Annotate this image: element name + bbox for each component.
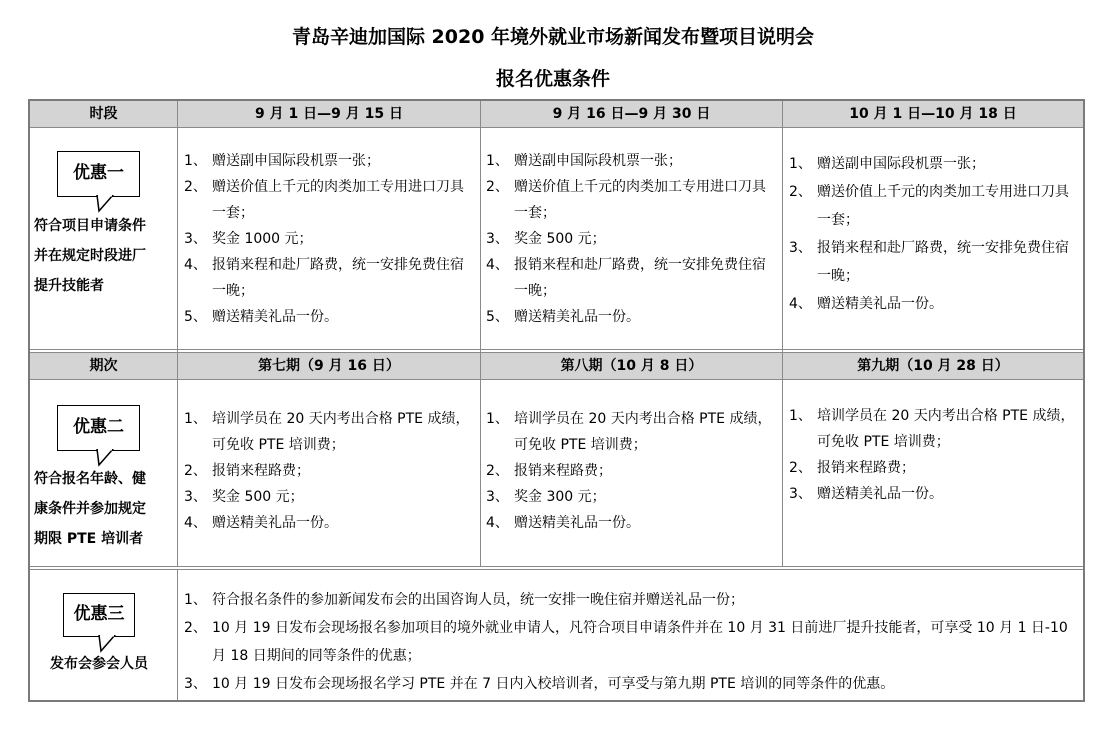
column-divider [177, 570, 178, 700]
criteria-line: 期限 PTE 培训者 [34, 531, 144, 547]
list-item: 2、 报销来程路费； [789, 460, 915, 476]
list-item: 3、 奖金 300 元； [486, 489, 606, 505]
list-item: 2、 赠送价值上千元的肉类加工专用进口刀具一套； [789, 184, 1069, 228]
header-session-7: 第七期（9 月 16 日） [178, 353, 480, 380]
discount-three-label: 优惠三 [73, 604, 125, 624]
header-period-2: 9 月 16 日—9 月 30 日 [481, 101, 782, 128]
list-item: 2、 报销来程路费； [486, 463, 612, 479]
criteria-line: 符合报名年龄、健 [34, 471, 146, 487]
criteria-line: 提升技能者 [34, 278, 104, 294]
list-item: 4、 赠送精美礼品一份。 [789, 296, 943, 312]
list-item: 1、 符合报名条件的参加新闻发布会的出国咨询人员，统一安排一晚住宿并赠送礼品一份； [184, 592, 744, 608]
discount-two-label: 优惠二 [73, 417, 124, 437]
list-item: 3、 赠送精美礼品一份。 [789, 486, 943, 502]
header-session-9: 第九期（10 月 28 日） [783, 353, 1083, 380]
list-item: 2、 10 月 19 日发布会现场报名参加项目的境外就业申请人，凡符合项目申请条件并在 10 月 31 日前进厂提升技能者，可享受 10 月 1 日-10 月 18 日期间的同等条件的优惠； [184, 620, 1068, 664]
list-item: 1、 培训学员在 20 天内考出合格 PTE 成绩，可免收 PTE 培训费； [184, 411, 470, 453]
header-session: 期次 [30, 353, 177, 380]
list-item: 1、 培训学员在 20 天内考出合格 PTE 成绩，可免收 PTE 培训费； [789, 408, 1075, 450]
list-item: 3、 奖金 500 元； [486, 231, 606, 247]
document-title: 青岛辛迪加国际 2020 年境外就业市场新闻发布暨项目说明会 [291, 26, 815, 48]
section-divider [30, 566, 1083, 570]
document-subtitle: 报名优惠条件 [495, 68, 610, 90]
row-divider [30, 127, 1083, 128]
list-item: 3、 奖金 500 元； [184, 489, 304, 505]
row-divider [30, 379, 1083, 380]
list-item: 1、 赠送副申国际段机票一张； [184, 153, 380, 169]
discount-one-label: 优惠一 [73, 163, 124, 183]
column-divider [480, 101, 481, 566]
list-item: 4、 赠送精美礼品一份。 [486, 515, 640, 531]
period-2-benefits [486, 148, 776, 330]
list-item: 2、 赠送价值上千元的肉类加工专用进口刀具一套； [184, 179, 464, 221]
list-item: 2、 报销来程路费； [184, 463, 310, 479]
discount-two-criteria [34, 464, 174, 554]
list-item: 4、 赠送精美礼品一份。 [184, 515, 338, 531]
header-period: 时段 [30, 101, 177, 128]
discount-one-criteria [34, 211, 174, 301]
discount-one-bubble [57, 151, 140, 197]
list-item: 1、 赠送副申国际段机票一张； [789, 156, 985, 172]
list-item: 5、 赠送精美礼品一份。 [486, 309, 640, 325]
period-1-benefits [184, 148, 474, 330]
list-item: 2、 赠送价值上千元的肉类加工专用进口刀具一套； [486, 179, 766, 221]
criteria-line: 康条件并参加规定 [34, 501, 146, 517]
list-item: 3、 报销来程和赴厂路费，统一安排免费住宿一晚； [789, 240, 1069, 284]
list-item: 3、 奖金 1000 元； [184, 231, 313, 247]
list-item: 3、 10 月 19 日发布会现场报名学习 PTE 并在 7 日内入校培训者，可享受与第九期 PTE 培训的同等条件的优惠。 [184, 676, 895, 692]
list-item: 5、 赠送精美礼品一份。 [184, 309, 338, 325]
session-8-benefits [486, 406, 776, 536]
discount-two-bubble [57, 405, 140, 451]
period-3-benefits [789, 150, 1079, 318]
list-item: 1、 赠送副申国际段机票一张； [486, 153, 682, 169]
criteria-line: 符合项目申请条件 [34, 218, 146, 234]
header-period-1: 9 月 1 日—9 月 15 日 [178, 101, 480, 128]
attendee-benefits [184, 586, 1077, 698]
header-session-8: 第八期（10 月 8 日） [481, 353, 782, 380]
column-divider [782, 101, 783, 566]
column-divider [177, 101, 178, 566]
header-period-3: 10 月 1 日—10 月 18 日 [783, 101, 1083, 128]
session-9-benefits [789, 403, 1079, 507]
list-item: 1、 培训学员在 20 天内考出合格 PTE 成绩，可免收 PTE 培训费； [486, 411, 772, 453]
list-item: 4、 报销来程和赴厂路费，统一安排免费住宿一晚； [486, 257, 766, 299]
discount-three-criteria: 发布会参会人员 [50, 656, 148, 672]
list-item: 4、 报销来程和赴厂路费，统一安排免费住宿一晚； [184, 257, 464, 299]
discount-three-bubble [63, 593, 135, 637]
session-7-benefits [184, 406, 474, 536]
criteria-line: 并在规定时段进厂 [34, 248, 146, 264]
